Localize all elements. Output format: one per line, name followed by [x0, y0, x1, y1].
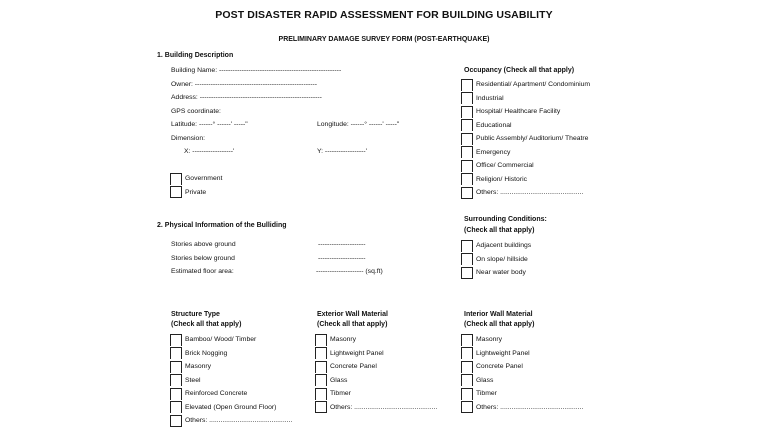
interior-subheading: (Check all that apply) [464, 321, 535, 328]
checkbox[interactable] [461, 92, 473, 104]
interior-option-label: Concrete Panel [476, 363, 523, 371]
occupancy-option-label: Religion/ Historic [476, 175, 527, 183]
interior-option-label: Tibmer [476, 390, 497, 398]
interior-option-label: Others: ............................................ [476, 403, 584, 411]
form-subtitle: PRELIMINARY DAMAGE SURVEY FORM (POST-EARTHQUAKE) [278, 36, 490, 43]
checkbox[interactable] [461, 160, 473, 172]
ownership-private[interactable]: Private [170, 186, 222, 200]
surrounding-option[interactable] [461, 253, 531, 267]
surrounding-checklist [461, 239, 531, 280]
interior-checklist [461, 333, 583, 414]
checkbox[interactable] [461, 106, 473, 118]
exterior-option-label: Others: ............................................ [330, 403, 438, 411]
latitude-field[interactable]: Latitude: ------° ------' -----" [171, 121, 248, 128]
checkbox[interactable] [170, 347, 182, 359]
exterior-option[interactable] [315, 333, 437, 347]
structure-option[interactable] [170, 333, 292, 347]
stories-above-field[interactable]: --------------------- [318, 241, 366, 248]
exterior-option-label: Lightweight Panel [330, 349, 384, 357]
checkbox[interactable] [461, 240, 473, 252]
checkbox[interactable] [461, 388, 473, 400]
structure-option-label: Brick Nogging [185, 349, 228, 357]
section-building-description: 1. Building Description [157, 52, 234, 59]
interior-heading: Interior Wall Material [464, 311, 533, 318]
checkbox[interactable] [461, 146, 473, 158]
building-name-field[interactable]: Building Name: ------------------------------------------------------ [171, 67, 342, 74]
occupancy-checklist [461, 78, 590, 200]
section-physical-information: 2. Physical Information of the Bulliding [157, 222, 287, 229]
surrounding-subheading: (Check all that apply) [464, 227, 535, 234]
ownership-checklist [170, 172, 222, 199]
occupancy-option[interactable] [461, 105, 590, 119]
occupancy-option[interactable] [461, 92, 590, 106]
checkbox[interactable] [315, 334, 327, 346]
checkbox[interactable] [315, 361, 327, 373]
dimension-label: Dimension: [171, 135, 205, 142]
dimension-y-field[interactable]: Y: ------------------' [317, 148, 367, 155]
checkbox[interactable] [170, 173, 182, 185]
structure-option[interactable] [170, 414, 292, 428]
checkbox[interactable] [461, 187, 473, 199]
structure-option[interactable] [170, 347, 292, 361]
ownership-government[interactable]: Government [170, 172, 222, 186]
structure-option-label: Masonry [185, 363, 212, 371]
interior-option-label: Lightweight Panel [476, 349, 530, 357]
occupancy-option-label: Residential/ Apartment/ Condominium [476, 81, 591, 89]
structure-option[interactable] [170, 360, 292, 374]
exterior-option[interactable] [315, 387, 437, 401]
stories-below-field[interactable]: --------------------- [318, 255, 366, 262]
exterior-option-label: Tibmer [330, 390, 351, 398]
checkbox[interactable] [170, 334, 182, 346]
exterior-checklist [315, 333, 437, 414]
interior-option[interactable] [461, 333, 583, 347]
checkbox[interactable] [461, 374, 473, 386]
floor-area-label: Estimated floor area: [171, 268, 234, 275]
owner-field[interactable]: Owner: ------------------------------------------------------ [171, 81, 318, 88]
form-title: POST DISASTER RAPID ASSESSMENT FOR BUILDING USABILITY [215, 9, 553, 21]
occupancy-option-label: Educational [476, 121, 512, 129]
structure-option[interactable] [170, 387, 292, 401]
exterior-subheading: (Check all that apply) [317, 321, 388, 328]
surrounding-option-label: Adjacent buildings [476, 242, 532, 250]
structure-option-label: Others: ............................................ [185, 417, 293, 425]
occupancy-option-label: Industrial [476, 94, 504, 102]
occupancy-option-label: Office/ Commercial [476, 162, 534, 170]
structure-subheading: (Check all that apply) [171, 321, 242, 328]
occupancy-option-label: Public Assembly/ Auditorium/ Theatre [476, 135, 589, 143]
checkbox[interactable] [461, 361, 473, 373]
checkbox[interactable] [315, 401, 327, 413]
occupancy-option[interactable] [461, 132, 590, 146]
structure-option-label: Reinforced Concrete [185, 390, 248, 398]
interior-option[interactable] [461, 360, 583, 374]
interior-option-label: Glass [476, 376, 494, 384]
structure-checklist [170, 333, 292, 428]
exterior-heading: Exterior Wall Material [317, 311, 388, 318]
stories-below-label: Stories below ground [171, 255, 235, 262]
checkbox[interactable] [315, 388, 327, 400]
checkbox[interactable] [461, 79, 473, 91]
dimension-x-field[interactable]: X: ------------------' [184, 148, 235, 155]
checkbox[interactable] [170, 361, 182, 373]
occupancy-option[interactable] [461, 173, 590, 187]
exterior-option[interactable] [315, 401, 437, 415]
interior-option-label: Masonry [476, 336, 503, 344]
exterior-option-label: Masonry [330, 336, 357, 344]
gps-label: GPS coordinate: [171, 108, 221, 115]
longitude-field[interactable]: Longitude: ------° ------' -----" [317, 121, 400, 128]
address-field[interactable]: Address: ------------------------------------------------------ [171, 94, 322, 101]
occupancy-option-label: Hospital/ Healthcare Facility [476, 108, 561, 116]
checkbox[interactable] [461, 267, 473, 279]
structure-option-label: Elevated (Open Ground Floor) [185, 403, 277, 411]
checkbox[interactable] [461, 173, 473, 185]
occupancy-option[interactable] [461, 78, 590, 92]
checkbox[interactable] [170, 374, 182, 386]
exterior-option-label: Concrete Panel [330, 363, 377, 371]
occupancy-heading: Occupancy (Check all that apply) [464, 67, 575, 74]
structure-heading: Structure Type [171, 311, 220, 318]
checkbox[interactable] [170, 415, 182, 427]
structure-option[interactable] [170, 374, 292, 388]
checkbox[interactable] [461, 119, 473, 131]
checkbox[interactable] [170, 186, 182, 198]
surrounding-heading: Surrounding Conditions: [464, 216, 547, 223]
surrounding-option-label: Near water body [476, 269, 526, 277]
checkbox[interactable] [461, 334, 473, 346]
occupancy-option[interactable] [461, 119, 590, 133]
checkbox[interactable] [315, 374, 327, 386]
checkbox[interactable] [170, 401, 182, 413]
checkbox[interactable] [170, 388, 182, 400]
occupancy-option-label: Emergency [476, 148, 511, 156]
interior-option[interactable] [461, 374, 583, 388]
occupancy-option-label: Others: ............................................ [476, 189, 584, 197]
surrounding-option[interactable] [461, 266, 531, 280]
stories-above-label: Stories above ground [171, 241, 236, 248]
structure-option-label: Bamboo/ Wood/ Timber [185, 336, 257, 344]
structure-option[interactable] [170, 401, 292, 415]
interior-option[interactable] [461, 401, 583, 415]
occupancy-option[interactable] [461, 159, 590, 173]
interior-option[interactable] [461, 387, 583, 401]
structure-option-label: Steel [185, 376, 201, 384]
exterior-option[interactable] [315, 347, 437, 361]
exterior-option[interactable] [315, 374, 437, 388]
surrounding-option[interactable] [461, 239, 531, 253]
checkbox[interactable] [461, 253, 473, 265]
exterior-option-label: Glass [330, 376, 348, 384]
floor-area-field[interactable]: --------------------- (sq.ft) [316, 268, 383, 275]
occupancy-option[interactable] [461, 186, 590, 200]
exterior-option[interactable] [315, 360, 437, 374]
interior-option[interactable] [461, 347, 583, 361]
checkbox[interactable] [461, 347, 473, 359]
checkbox[interactable] [461, 133, 473, 145]
checkbox[interactable] [461, 401, 473, 413]
occupancy-option[interactable] [461, 146, 590, 160]
surrounding-option-label: On slope/ hillside [476, 255, 528, 263]
checkbox[interactable] [315, 347, 327, 359]
